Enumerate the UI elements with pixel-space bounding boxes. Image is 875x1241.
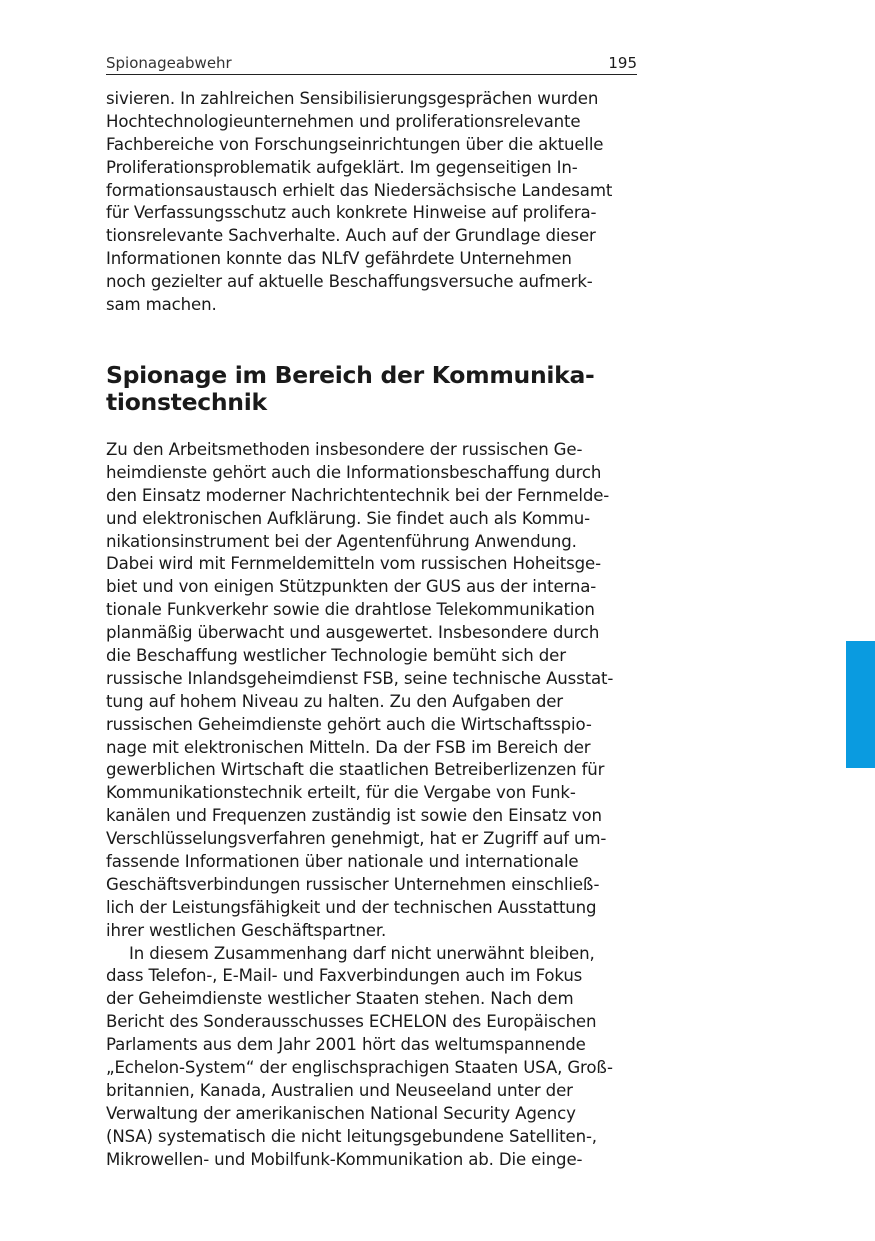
text-line: Bericht des Sonderausschusses ECHELON des Europäischen <box>106 1012 597 1032</box>
heading-line: Spionage im Bereich der Kommunika- <box>106 361 595 389</box>
text-line: planmäßig überwacht und ausgewertet. Insbesondere durch <box>106 623 600 643</box>
running-head-section-title: Spionageabwehr <box>106 54 232 72</box>
text-line: In diesem Zusammenhang darf nicht unerwähnt bleiben, <box>129 943 595 963</box>
text-line: kanälen und Frequenzen zuständig ist sowie den Einsatz von <box>106 806 602 826</box>
text-line: „Echelon-System“ der englischsprachigen Staaten USA, Groß- <box>106 1058 613 1078</box>
text-line: die Beschaffung westlicher Technologie bemüht sich der <box>106 646 566 666</box>
text-line: sivieren. In zahlreichen Sensibilisierungsgesprächen wurden <box>106 89 599 108</box>
text-line: nikationsinstrument bei der Agentenführung Anwendung. <box>106 531 577 551</box>
text-line: tung auf hohem Niveau zu halten. Zu den Aufgaben der <box>106 691 563 711</box>
text-line: Dabei wird mit Fernmeldemitteln vom russischen Hoheitsge- <box>106 554 601 574</box>
page-number: 195 <box>608 54 637 72</box>
text-line: Fachbereiche von Forschungseinrichtungen über die aktuelle <box>106 134 604 154</box>
text-line: und elektronischen Aufklärung. Sie findet auch als Kommu- <box>106 508 590 528</box>
text-line: Informationen konnte das NLfV gefährdete Unternehmen <box>106 249 572 269</box>
text-line: britannien, Kanada, Australien und Neuseeland unter der <box>106 1080 573 1100</box>
text-line: tionsrelevante Sachverhalte. Auch auf der Grundlage dieser <box>106 226 596 246</box>
text-line: den Einsatz moderner Nachrichtentechnik bei der Fernmelde- <box>106 485 610 505</box>
paragraph-intro <box>106 88 646 317</box>
text-line: Hochtechnologieunternehmen und proliferationsrelevante <box>106 111 581 131</box>
paragraph-body <box>106 439 646 1172</box>
text-line: Mikrowellen- und Mobilfunk-Kommunikation ab. Die einge- <box>106 1149 583 1169</box>
text-line: ihrer westlichen Geschäftspartner. <box>106 920 387 940</box>
text-line: gewerblichen Wirtschaft die staatlichen Betreiberlizenzen für <box>106 760 605 780</box>
text-line: (NSA) systematisch die nicht leitungsgebundene Satelliten-, <box>106 1126 597 1146</box>
running-head <box>106 52 637 75</box>
text-line: Verschlüsselungsverfahren genehmigt, hat er Zugriff auf um- <box>106 829 607 849</box>
text-line: Zu den Arbeitsmethoden insbesondere der russischen Ge- <box>106 440 583 459</box>
text-line: fassende Informationen über nationale und internationale <box>106 852 579 872</box>
heading-line: tionstechnik <box>106 388 267 416</box>
text-line: tionale Funkverkehr sowie die drahtlose Telekommunikation <box>106 600 595 620</box>
text-line: Verwaltung der amerikanischen National Security Agency <box>106 1103 576 1123</box>
text-line: für Verfassungsschutz auch konkrete Hinweise auf prolifera- <box>106 203 597 223</box>
text-line: dass Telefon-, E-Mail- und Faxverbindungen auch im Fokus <box>106 966 583 986</box>
text-line: Kommunikationstechnik erteilt, für die Vergabe von Funk- <box>106 783 576 803</box>
text-line: russischen Geheimdienste gehört auch die Wirtschaftsspio- <box>106 714 592 734</box>
section-heading <box>106 362 666 416</box>
text-line: noch gezielter auf aktuelle Beschaffungsversuche aufmerk- <box>106 272 593 292</box>
text-line: biet und von einigen Stützpunkten der GUS aus der interna- <box>106 577 597 597</box>
text-line: formationsaustausch erhielt das Niedersächsische Landesamt <box>106 180 613 200</box>
text-line: nage mit elektronischen Mitteln. Da der FSB im Bereich der <box>106 737 591 757</box>
text-line: heimdienste gehört auch die Informationsbeschaffung durch <box>106 462 602 482</box>
text-line: Geschäftsverbindungen russischer Unternehmen einschließ- <box>106 874 600 894</box>
text-line: sam machen. <box>106 295 217 315</box>
text-line: Parlaments aus dem Jahr 2001 hört das weltumspannende <box>106 1035 586 1055</box>
text-line: russische Inlandsgeheimdienst FSB, seine technische Ausstat- <box>106 668 614 688</box>
text-line: der Geheimdienste westlicher Staaten stehen. Nach dem <box>106 989 574 1009</box>
text-line: lich der Leistungsfähigkeit und der technischen Ausstattung <box>106 897 597 917</box>
chapter-thumb-tab <box>846 641 875 768</box>
text-line: Proliferationsproblematik aufgeklärt. Im gegenseitigen In- <box>106 157 578 177</box>
